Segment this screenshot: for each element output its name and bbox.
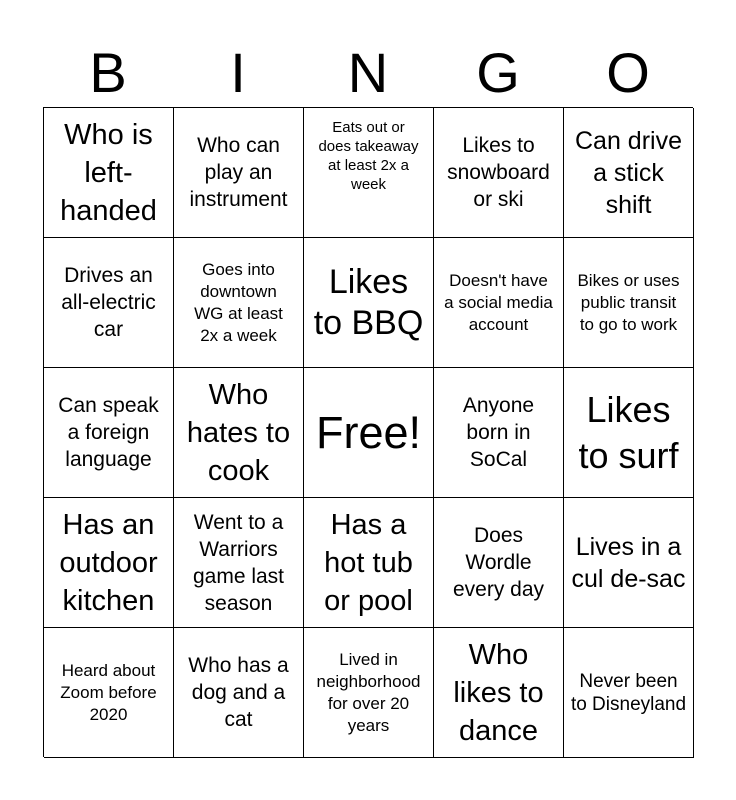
bingo-cell[interactable] [434, 498, 564, 628]
cell-text: Who hates to cook [186, 378, 291, 487]
bingo-cell[interactable] [304, 238, 434, 368]
bingo-cell[interactable] [434, 238, 564, 368]
bingo-cell[interactable] [44, 368, 174, 498]
bingo-cell[interactable] [174, 238, 304, 368]
bingo-cell[interactable] [304, 498, 434, 628]
cell-text: Can speak a foreign language [58, 394, 159, 471]
cell-text: Lives in a cul de-sac [571, 532, 686, 593]
bingo-cell[interactable] [434, 628, 564, 758]
cell-text: Who has a dog and a cat [188, 654, 289, 731]
bingo-cell[interactable] [434, 108, 564, 238]
bingo-cell[interactable] [44, 498, 174, 628]
header-letter-b: B [89, 41, 127, 104]
cell-text: Went to a Warriors game last season [192, 510, 285, 615]
bingo-cell[interactable] [174, 368, 304, 498]
header-letter-i: I [230, 41, 246, 104]
cell-text: Eats out or does takeaway at least 2x a week [318, 119, 419, 193]
bingo-cell[interactable] [564, 628, 694, 758]
header-letter-n: N [347, 41, 389, 104]
cell-text: Likes to surf [578, 388, 679, 476]
cell-text: Never been to Disneyland [570, 670, 687, 715]
free-space-cell[interactable] [304, 368, 434, 498]
cell-text: Can drive a stick shift [575, 126, 682, 219]
cell-text: Has a hot tub or pool [324, 508, 413, 617]
cell-text: Who likes to dance [453, 638, 544, 747]
cell-text: Lived in neighborhood for over 20 years [316, 649, 421, 735]
cell-text: Goes into downtown WG at least 2x a week [194, 259, 283, 345]
cell-text: Likes to BBQ [313, 262, 424, 342]
bingo-cell[interactable] [174, 108, 304, 238]
cell-text: Anyone born in SoCal [462, 394, 535, 471]
cell-text: Drives an all-electric car [61, 264, 156, 341]
cell-text: Who is left-handed [60, 118, 157, 227]
bingo-cell[interactable] [564, 368, 694, 498]
bingo-cell[interactable] [564, 108, 694, 238]
bingo-header [43, 40, 693, 106]
cell-text: Likes to snowboard or ski [447, 134, 550, 211]
header-letter-o: O [606, 41, 650, 104]
bingo-cell[interactable] [564, 238, 694, 368]
bingo-cell[interactable] [174, 498, 304, 628]
bingo-cell[interactable] [304, 108, 434, 238]
bingo-card-grid [43, 107, 693, 757]
bingo-cell[interactable] [304, 628, 434, 758]
bingo-cell[interactable] [44, 628, 174, 758]
cell-text: Doesn't have a social media account [444, 270, 553, 334]
cell-text: Has an outdoor kitchen [59, 508, 158, 617]
header-letter-g: G [476, 41, 520, 104]
cell-text: Bikes or uses public transit to go to work [577, 270, 680, 334]
cell-text: Who can play an instrument [189, 134, 288, 211]
bingo-cell[interactable] [174, 628, 304, 758]
bingo-cell[interactable] [44, 108, 174, 238]
bingo-cell[interactable] [44, 238, 174, 368]
cell-text: Heard about Zoom before 2020 [60, 660, 157, 724]
bingo-cell[interactable] [434, 368, 564, 498]
free-space-text: Free! [315, 406, 422, 458]
bingo-cell[interactable] [564, 498, 694, 628]
cell-text: Does Wordle every day [452, 524, 545, 601]
